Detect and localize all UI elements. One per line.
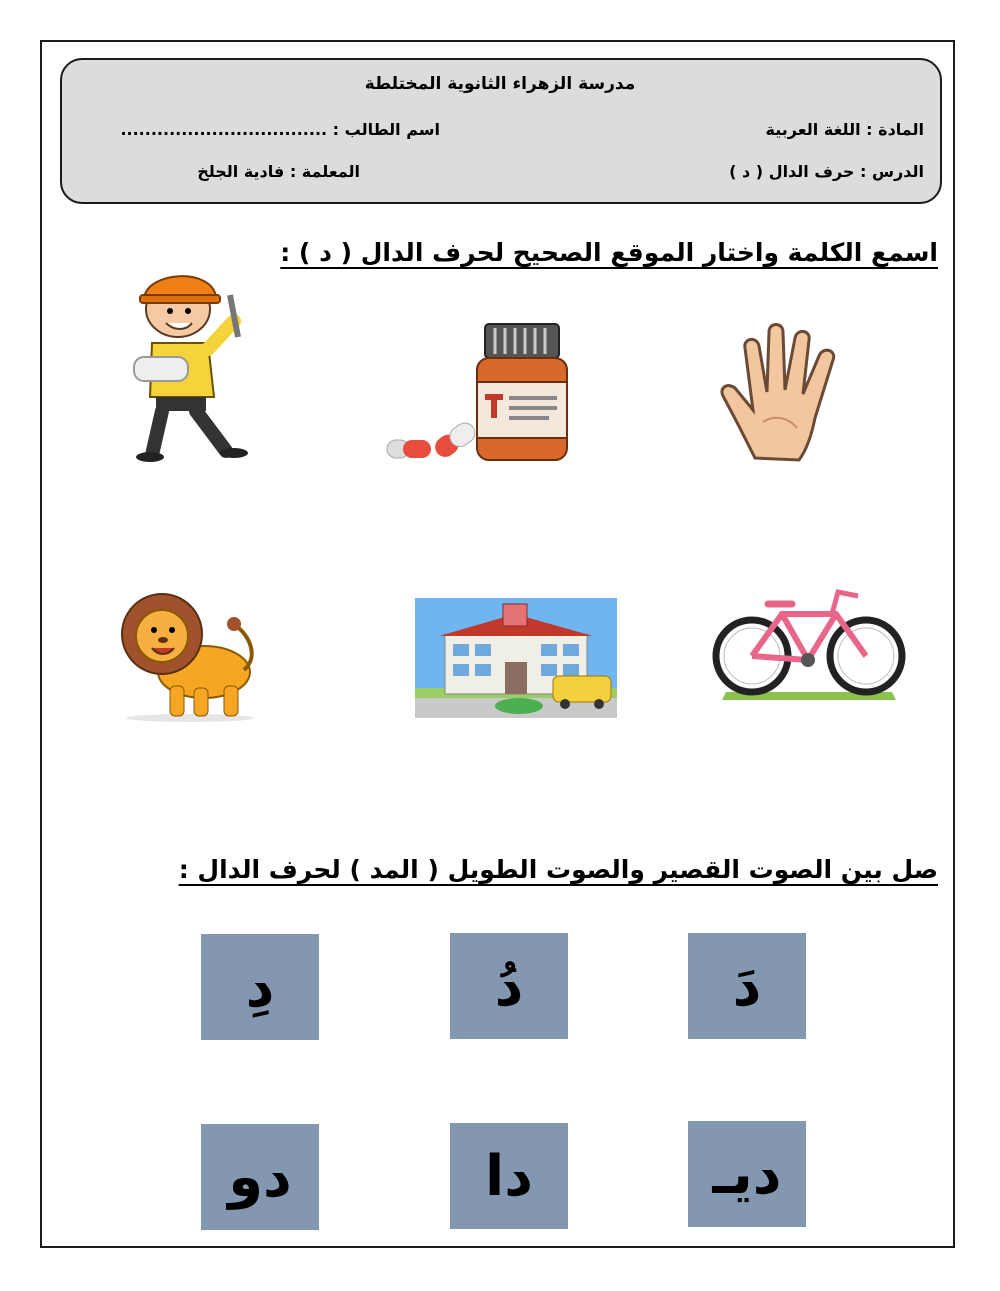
school-icon[interactable] [415,598,617,718]
bicycle-icon[interactable] [712,584,906,704]
medicine-bottle-icon[interactable] [385,322,575,462]
section1-title: اسمع الكلمة واختار الموقع الصحيح لحرف الدال ( د ) : [280,238,938,267]
lion-icon[interactable] [120,590,262,722]
school-name: مدرسة الزهراء الثانوية المختلطة [364,74,636,94]
lesson-label: الدرس : حرف الدال ( د ) [729,162,924,181]
student-name-field: اسم الطالب : .................................. [120,120,440,139]
short-vowel-tile-damma[interactable]: دُ [450,933,568,1039]
long-vowel-tile-yaa[interactable]: ديـ [688,1121,806,1227]
short-vowel-tile-fatha[interactable]: دَ [688,933,806,1039]
short-vowel-tile-kasra[interactable]: دِ [201,934,319,1040]
subject-label: المادة : اللغة العربية [765,120,924,139]
section2-title: صل بين الصوت القصير والصوت الطويل ( المد ) لحرف الدال : [178,855,938,884]
engineer-icon[interactable] [130,265,260,465]
hand-icon[interactable] [715,318,855,466]
long-vowel-tile-waw[interactable]: دو [201,1124,319,1230]
teacher-label: المعلمة : فادية الجلخ [197,162,360,181]
long-vowel-tile-alif[interactable]: دا [450,1123,568,1229]
